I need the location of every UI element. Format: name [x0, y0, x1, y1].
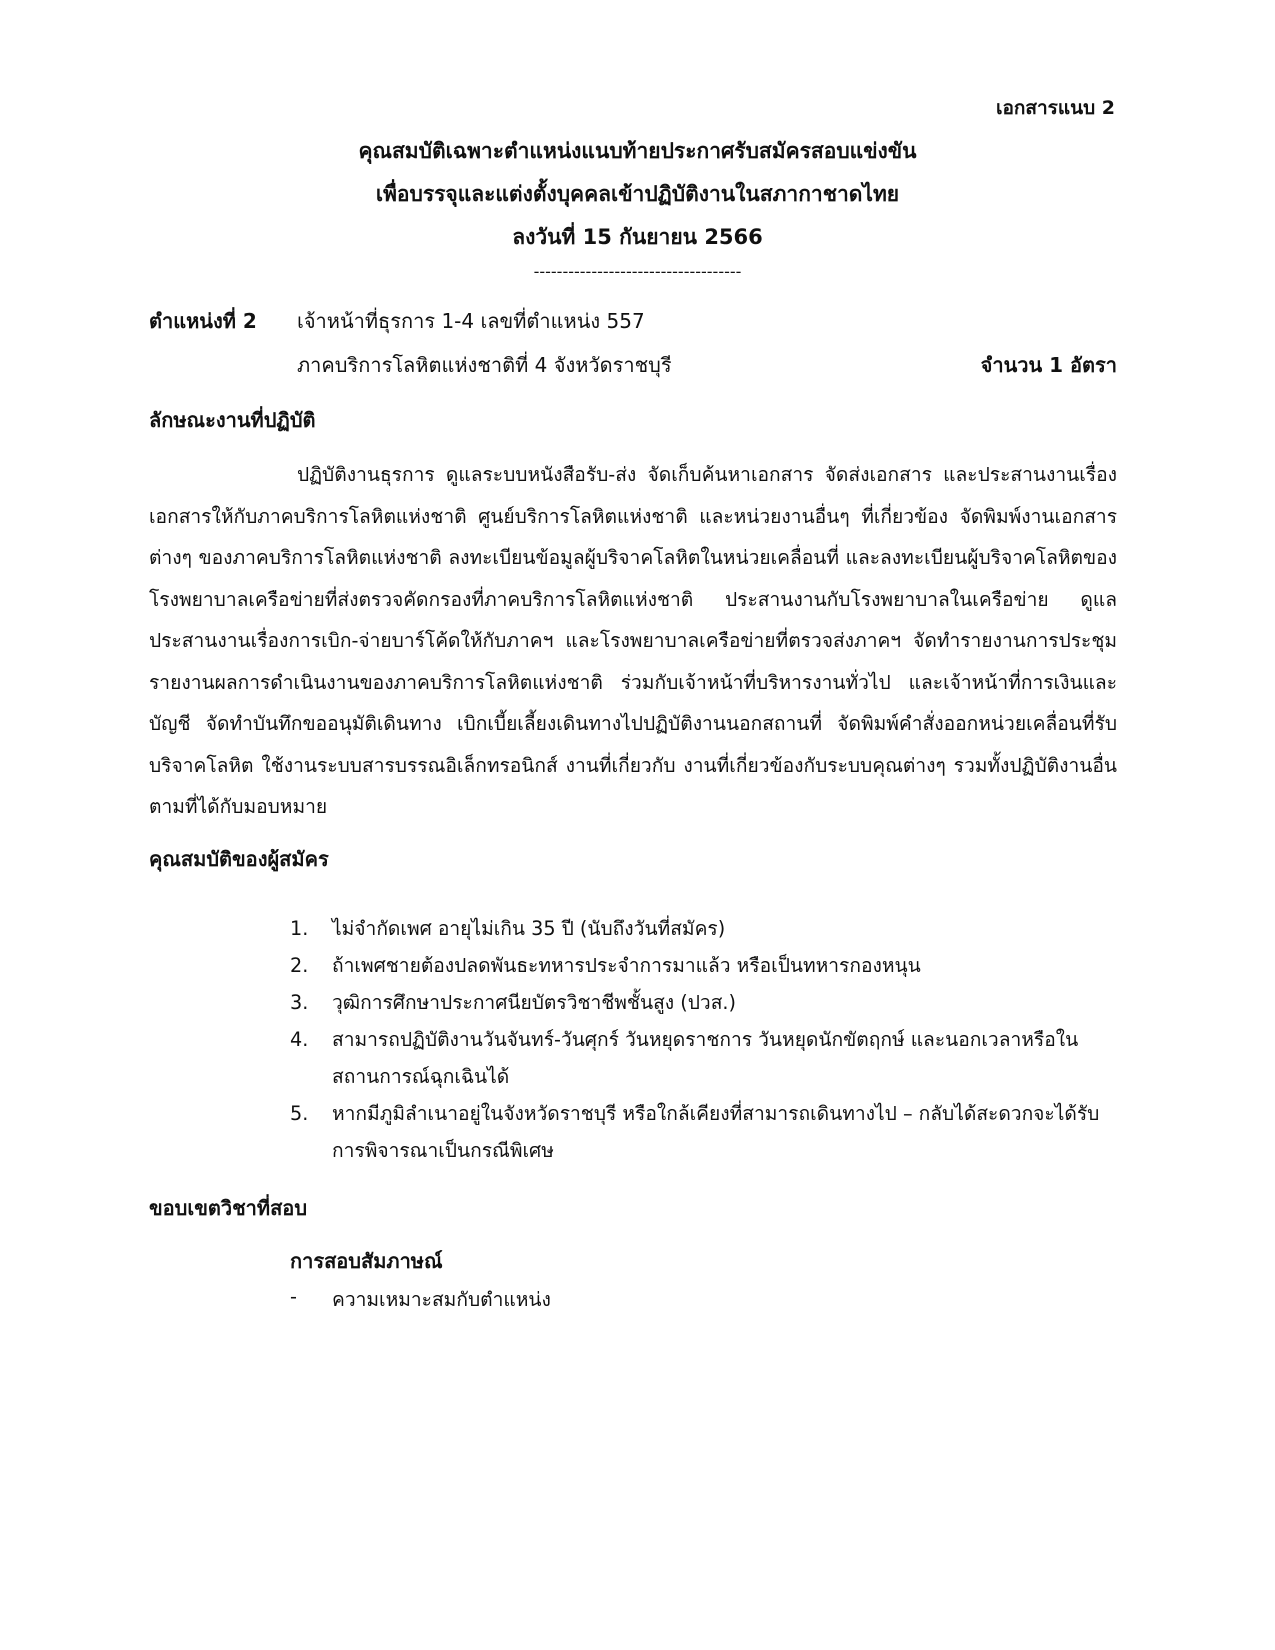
position-row: [149, 349, 1117, 393]
exam-scope-heading: ขอบเขตวิชาที่สอบ: [149, 1196, 308, 1220]
qualification-item: [290, 1021, 1117, 1095]
item-text: ไม่จำกัดเพศ อายุไม่เกิน 35 ปี (นับถึงวันที่สมัคร): [332, 917, 726, 940]
item-text: สามารถปฏิบัติงานวันจันทร์-วันศุกร์ วันหยุดราชการ วันหยุดนักขัตฤกษ์ และนอกเวลาหรือในสถานการณ์ฉุกเฉินได้: [332, 1028, 1079, 1088]
exam-scope-text: ความเหมาะสมกับตำแหน่ง: [332, 1288, 551, 1311]
position-title: เจ้าหน้าที่ธุรการ 1-4 เลขที่ตำแหน่ง 557: [297, 309, 645, 333]
bullet-dash: -: [290, 1285, 297, 1308]
item-number: 1.: [290, 917, 309, 940]
qualification-item: [290, 1095, 1117, 1169]
attachment-label: เอกสารแนบ 2: [995, 97, 1115, 119]
position-unit: ภาคบริการโลหิตแห่งชาติที่ 4 จังหวัดราชบุรี: [297, 353, 672, 377]
item-number: 3.: [290, 991, 309, 1014]
item-number: 4.: [290, 1028, 309, 1051]
document-title: [0, 130, 1275, 259]
item-text: หากมีภูมิลำเนาอยู่ในจังหวัดราชบุรี หรือใกล้เคียงที่สามารถเดินทางไป – กลับได้สะดวกจะได้รับการพิจารณาเป็นกรณีพิเศษ: [332, 1102, 1100, 1162]
item-number: 2.: [290, 954, 309, 977]
title-line: เพื่อบรรจุและแต่งตั้งบุคคลเข้าปฏิบัติงานในสภากาชาดไทย: [375, 182, 900, 206]
qualification-item: [290, 910, 1117, 947]
title-date: ลงวันที่ 15 กันยายน 2566: [512, 225, 763, 249]
position-info: [149, 305, 1117, 393]
job-description-heading: ลักษณะงานที่ปฏิบัติ: [149, 408, 316, 432]
title-line: คุณสมบัติเฉพาะตำแหน่งแนบท้ายประกาศรับสมัครสอบแข่งขัน: [358, 139, 917, 163]
qualifications-list: [290, 910, 1117, 1169]
qualification-item: [290, 947, 1117, 984]
item-number: 5.: [290, 1102, 309, 1125]
qualifications-heading: คุณสมบัติของผู้สมัคร: [149, 847, 329, 871]
position-quota: จำนวน 1 อัตรา: [980, 353, 1117, 377]
position-row: [149, 305, 1117, 349]
qualification-item: [290, 984, 1117, 1021]
item-text: วุฒิการศึกษาประกาศนียบัตรวิชาชีพชั้นสูง (ปวส.): [332, 991, 736, 1014]
item-text: ถ้าเพศชายต้องปลดพันธะทหารประจำการมาแล้ว หรือเป็นทหารกองหนุน: [332, 954, 921, 977]
divider-line: ------------------------------------: [533, 262, 742, 281]
exam-type-heading: การสอบสัมภาษณ์: [290, 1249, 443, 1273]
position-label: ตำแหน่งที่ 2: [149, 309, 257, 333]
job-description-text: ปฏิบัติงานธุรการ ดูแลระบบหนังสือรับ-ส่ง จัดเก็บค้นหาเอกสาร จัดส่งเอกสาร และประสานงานเรื่องเอกสารให้กับภาคบริการโลหิตแห่งชาติ ศูนย์บริการโลหิตแห่งชาติ และหน่วยงานอื่นๆ ที่เกี่ยวข้อง จัดพิมพ์งานเอกสารต่างๆ ของภาคบริการโลหิตแห่งชาติ ลงทะเบียนข้อมูลผู้บริจาคโลหิตในหน่วยเคลื่อนที่ และลงทะเบียนผู้บริจาคโลหิตของโรงพยาบาลเครือข่ายที่ส่งตรวจคัดกรองที่ภาคบริการโลหิตแห่งชาติ ประสานงานกับโรงพยาบาลในเครือข่าย ดูแลประสานงานเรื่องการเบิก-จ่ายบาร์โค้ดให้กับภาคฯ และโรงพยาบาลเครือข่ายที่ตรวจส่งภาคฯ จัดทำรายงานการประชุม รายงานผลการดำเนินงานของภาคบริการโลหิตแห่งชาติ ร่วมกับเจ้าหน้าที่บริหารงานทั่วไป และเจ้าหน้าที่การเงินและบัญชี จัดทำบันทึกขออนุมัติเดินทาง เบิกเบี้ยเลี้ยงเดินทางไปปฏิบัติงานนอกสถานที่ จัดพิมพ์คำสั่งออกหน่วยเคลื่อนที่รับบริจาคโลหิต ใช้งานระบบสารบรรณอิเล็กทรอนิกส์ งานที่เกี่ยวกับ งานที่เกี่ยวข้องกับระบบคุณต่างๆ รวมทั้งปฏิบัติงานอื่น ตามที่ได้กับมอบหมาย: [149, 463, 1117, 818]
